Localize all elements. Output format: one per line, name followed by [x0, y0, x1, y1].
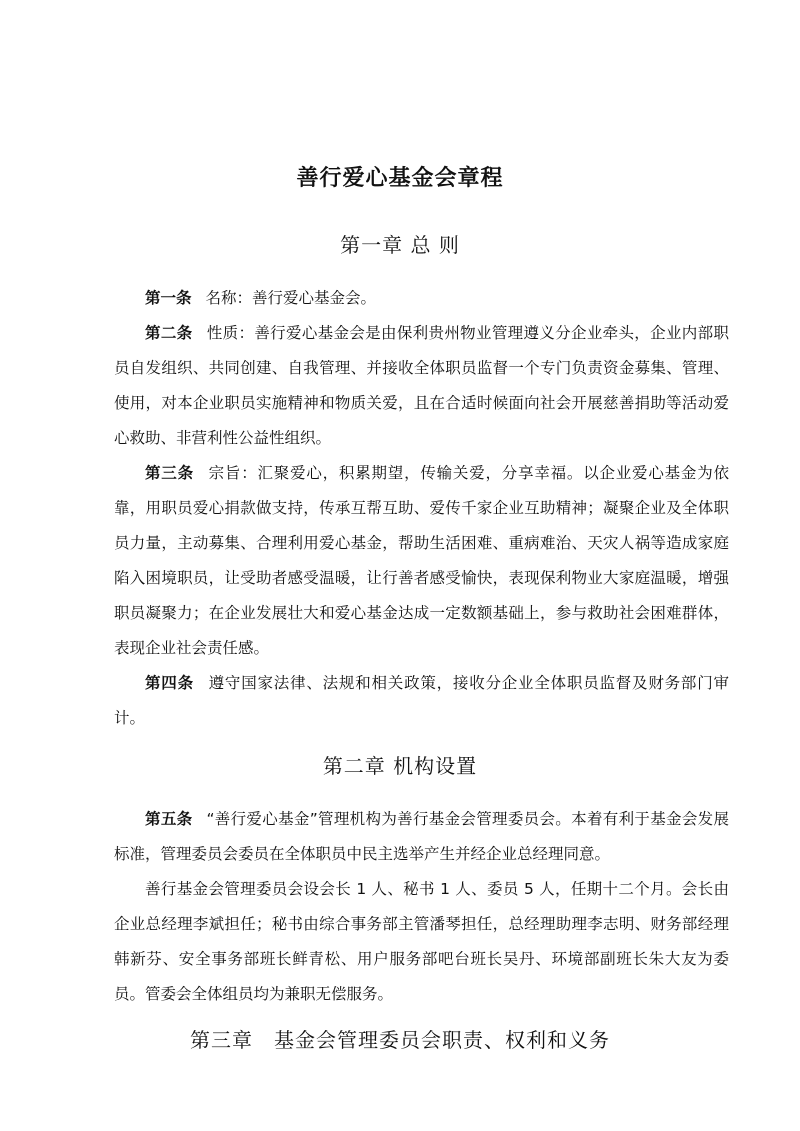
chapter-1-body [114, 281, 729, 736]
article-4 [114, 666, 729, 736]
chapter-2-heading: 第二章 机构设置 [322, 754, 478, 778]
article-2 [114, 316, 729, 456]
committee-paragraph [114, 872, 729, 1012]
article-1 [114, 281, 729, 316]
article-label: 第五条 [145, 810, 193, 828]
article-text: “善行爱心基金”管理机构为善行基金会管理委员会。本着有利于基金会发展标准，管理委员会委员在全体职员中民主选举产生并经企业总经理同意。 [114, 810, 729, 863]
article-label: 第一条 [145, 289, 192, 307]
article-label: 第三条 [145, 464, 194, 482]
paragraph-text: 善行基金会管理委员会设会长 1 人、秘书 1 人、委员 5 人，任期十二个月。会长由企业总经理李斌担任；秘书由综合事务部主管潘琴担任，总经理助理李志明、财务部经理韩新芬、安全事务部班长鲜青松、用户服务部吧台班长吴丹、环境部副班长朱大友为委员。管委会全体组员均为兼职无偿服务。 [114, 880, 729, 1003]
article-text: 性质：善行爱心基金会是由保利贵州物业管理遵义分企业牵头，企业内部职员自发组织、共同创建、自我管理、并接收全体职员监督一个专门负责资金募集、管理、使用，对本企业职员实施精神和物质关爱，且在合适时候面向社会开展慈善捐助等活动爱心救助、非营利性公益性组织。 [114, 324, 729, 447]
chapter-1-heading: 第一章 总 则 [340, 233, 460, 257]
chapter-2-body [114, 802, 729, 1012]
article-label: 第四条 [145, 674, 194, 692]
article-5 [114, 802, 729, 872]
article-text: 宗旨：汇聚爱心，积累期望，传输关爱，分享幸福。以企业爱心基金为依靠，用职员爱心捐款做支持，传承互帮互助、爱传千家企业互助精神；凝聚企业及全体职员力量，主动募集、合理利用爱心基金，帮助生活困难、重病难治、天灾人祸等造成家庭陷入困境职员，让受助者感受温暖，让行善者感受愉快，表现保利物业大家庭温暖，增强职员凝聚力；在企业发展壮大和爱心基金达成一定数额基础上，参与救助社会困难群体，表现企业社会责任感。 [114, 464, 729, 657]
article-3 [114, 456, 729, 666]
article-text: 名称：善行爱心基金会。 [205, 289, 377, 307]
article-label: 第二条 [145, 324, 193, 342]
document-title: 善行爱心基金会章程 [296, 166, 504, 191]
chapter-3-heading: 第三章 基金会管理委员会职责、权利和义务 [190, 1028, 610, 1052]
article-text: 遵守国家法律、法规和相关政策，接收分企业全体职员监督及财务部门审计。 [114, 674, 729, 727]
